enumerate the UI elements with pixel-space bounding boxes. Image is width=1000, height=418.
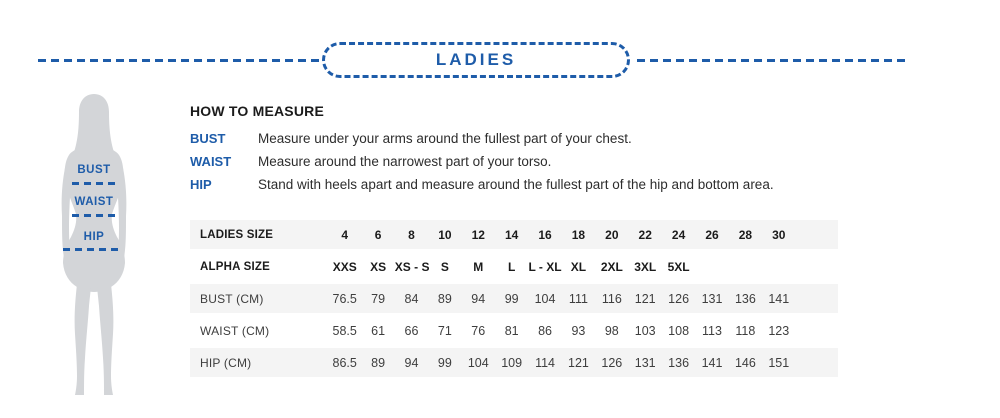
measure-term: HIP [190,177,212,192]
bust-guide-line [72,182,120,185]
table-cell: 136 [734,291,756,306]
table-cell: 76 [471,323,486,338]
table-cell: 89 [437,291,452,306]
table-cell: 22 [638,227,652,242]
table-cell: 141 [701,355,723,370]
table-cell: 84 [404,291,419,306]
table-cell: 12 [471,227,485,242]
row-label: ALPHA SIZE [200,260,270,273]
row-label: WAIST (CM) [200,323,270,338]
measure-item-waist [190,150,910,173]
ladies-section-pill [322,42,630,78]
how-to-measure-section [190,103,910,196]
table-cell: 123 [768,323,790,338]
table-cell: 71 [437,323,452,338]
table-row [190,348,838,377]
table-cell: 121 [634,291,656,306]
measure-description: Measure around the narrowest part of your torso. [258,154,552,169]
table-cell: 99 [504,291,519,306]
how-to-measure-title: HOW TO MEASURE [190,103,324,119]
row-label: BUST (CM) [200,291,264,306]
table-cell: 108 [668,323,690,338]
table-cell: 116 [601,291,622,306]
top-dashed-rule-right [637,59,905,62]
table-cell: 14 [504,227,519,242]
measure-term: BUST [190,131,226,146]
table-cell: 10 [438,227,452,242]
waist-guide-label: WAIST [74,196,114,208]
table-cell: 146 [734,355,756,370]
table-cell: 94 [404,355,419,370]
table-cell: 103 [634,323,656,338]
table-cell: 126 [601,355,623,370]
table-cell: 81 [504,323,519,338]
waist-guide-line [72,214,118,217]
table-cell: 24 [671,227,686,242]
row-label: HIP (CM) [200,355,252,370]
table-cell: 18 [571,227,586,242]
table-cell: 2XL [600,259,623,274]
table-cell: 93 [571,323,586,338]
table-cell: 66 [404,323,419,338]
table-cell: 141 [768,291,790,306]
table-row [190,316,838,345]
table-cell: 6 [374,227,382,242]
table-row [190,220,838,249]
table-cell: 5XL [667,259,690,274]
table-cell: L [507,259,516,274]
table-cell: 111 [568,291,588,306]
table-cell: 121 [568,355,589,370]
table-cell: 30 [772,227,786,242]
table-cell: 26 [705,227,719,242]
table-cell: 131 [701,291,723,306]
table-cell: 118 [735,323,756,338]
table-cell: 109 [501,355,523,370]
table-cell: 99 [437,355,452,370]
top-dashed-rule-left [38,59,322,62]
table-cell: 113 [702,323,722,338]
table-cell: 86 [538,323,552,338]
female-silhouette-figure [50,88,146,403]
table-cell: 151 [768,355,790,370]
table-cell: 61 [371,323,386,338]
table-cell: M [473,259,484,274]
hip-guide-line [63,248,123,251]
table-cell: 136 [668,355,690,370]
table-cell: 3XL [634,259,657,274]
table-cell: 114 [535,355,555,370]
table-cell: XS [370,259,387,274]
size-table [190,220,838,377]
how-to-measure-list [190,127,910,196]
table-cell: S [440,259,449,274]
table-cell: 94 [471,291,486,306]
table-cell: 28 [738,227,753,242]
table-cell: 58.5 [332,323,357,338]
table-cell: 8 [408,227,415,242]
table-cell: 131 [634,355,656,370]
table-cell: 20 [605,227,619,242]
table-cell: 76.5 [332,291,357,306]
table-cell: 4 [341,227,349,242]
table-cell: 16 [538,227,552,242]
measure-description: Measure under your arms around the fullest part of your chest. [258,131,632,146]
table-cell: 104 [534,291,556,306]
table-cell: 104 [467,355,489,370]
table-cell: XS - S [394,259,430,274]
measure-item-bust [190,127,910,150]
section-title: LADIES [435,50,517,69]
hip-guide-label: HIP [83,231,105,243]
table-cell: 89 [371,355,386,370]
table-cell: XL [570,259,587,274]
bust-guide-label: BUST [77,164,111,176]
table-cell: 98 [604,323,619,338]
table-cell: L - XL [528,259,562,274]
table-cell: 126 [668,291,690,306]
measure-description: Stand with heels apart and measure around the fullest part of the hip and bottom area. [258,177,774,192]
measure-item-hip [190,173,910,196]
table-row [190,284,838,313]
female-silhouette-icon [50,88,146,400]
table-cell: XXS [332,259,357,274]
table-cell: 86.5 [332,355,357,370]
measure-term: WAIST [190,154,232,169]
table-row [190,252,838,281]
row-label: LADIES SIZE [200,228,274,241]
table-cell: 79 [371,291,386,306]
